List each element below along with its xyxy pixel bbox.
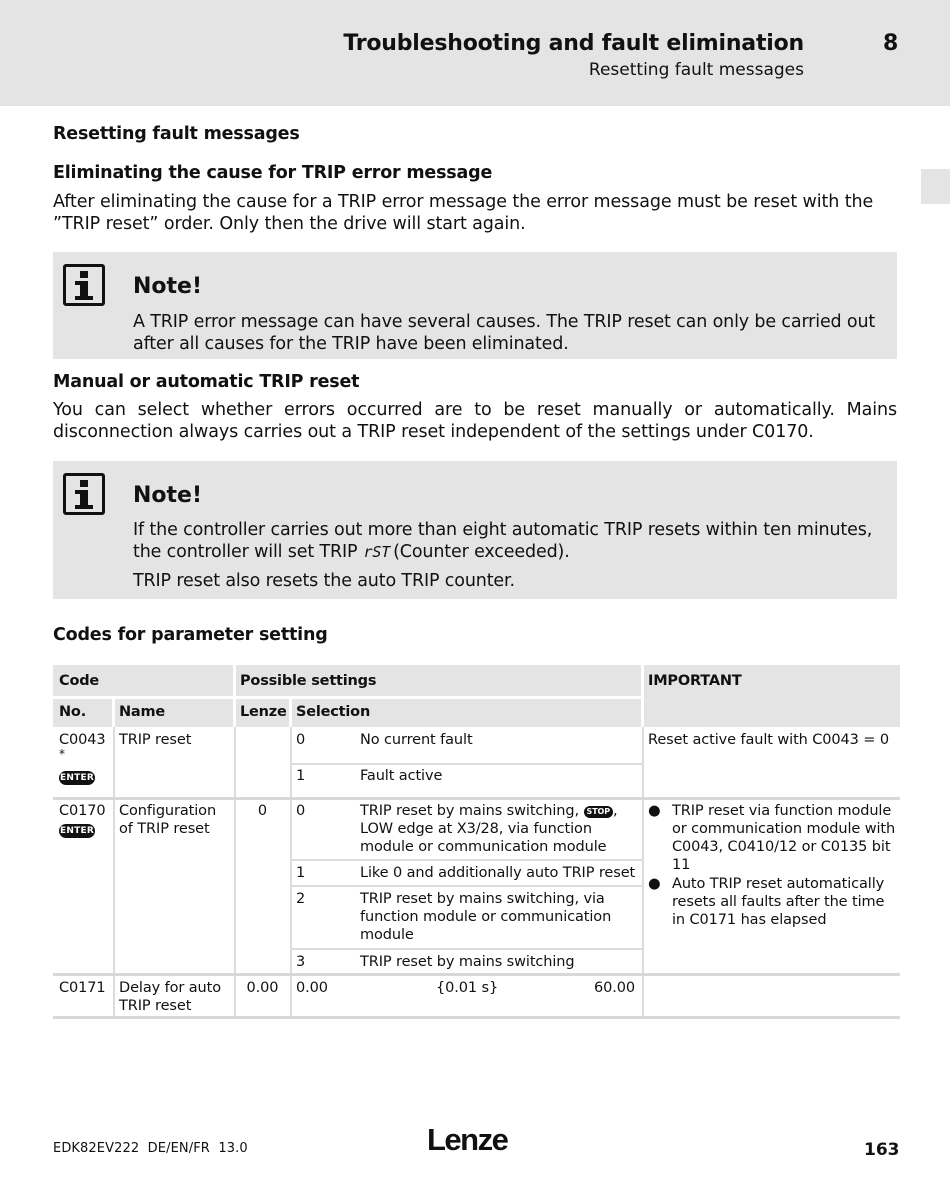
selection-text-part: TRIP reset by mains switching, (360, 803, 580, 819)
stop-key-icon: STOP (584, 806, 613, 818)
note-title: Note! (133, 274, 202, 299)
range-min: 0.00 (296, 980, 328, 996)
note-box-1 (53, 252, 897, 359)
bullet-icon: ● (648, 876, 661, 892)
range-max: 60.00 (593, 980, 635, 996)
divider (292, 859, 642, 861)
selection-value: 0 (296, 732, 306, 748)
selection-value: 1 (296, 865, 306, 881)
col-name-label: Name (119, 704, 166, 720)
selection-text-part: LOW edge at X3/28, via function module or communication module (360, 821, 607, 855)
note-text: A TRIP error message can have several causes. The TRIP reset can only be carried out after all causes for the TRIP have been eliminated. (133, 312, 876, 354)
selection-text: Like 0 and additionally auto TRIP reset (360, 865, 636, 881)
selection-text: TRIP reset by mains switching (360, 954, 575, 970)
note-text-1 (133, 519, 883, 563)
row-divider (53, 797, 900, 800)
note-text-part: (Counter exceeded). (393, 542, 570, 562)
col-possible-label: Possible settings (240, 673, 377, 689)
page-header (0, 0, 950, 106)
important-bullet (648, 875, 896, 929)
selection-value: 3 (296, 954, 306, 970)
bullet-icon: ● (648, 803, 661, 819)
code-star: * (59, 747, 65, 761)
important-text: Reset active fault with C0043 = 0 (648, 732, 889, 748)
col-important-label: IMPORTANT (648, 673, 742, 689)
parameter-table (53, 665, 900, 1020)
rst-code: rST (363, 543, 391, 561)
eliminate-text: After eliminating the cause for a TRIP error message the error message must be reset with the ”TRIP reset” order. Only then the drive will start again. (53, 192, 874, 234)
bullet-text: Auto TRIP reset automatically resets all faults after the time in C0171 has elapsed (672, 876, 885, 928)
selection-text: No current fault (360, 732, 473, 748)
code-name: Configuration of TRIP reset (119, 803, 217, 837)
section-title: Resetting fault messages (53, 124, 300, 144)
section-subtitle: Resetting fault messages (588, 60, 804, 80)
code-name: Delay for auto TRIP reset (119, 980, 221, 1014)
info-icon (63, 473, 105, 515)
codes-heading: Codes for parameter setting (53, 625, 328, 645)
selection-text: Fault active (360, 768, 443, 784)
divider (292, 885, 642, 887)
chapter-side-tab (921, 169, 950, 204)
code-no: C0170 (59, 803, 106, 819)
important-bullet (648, 802, 896, 874)
eliminate-heading: Eliminating the cause for TRIP error message (53, 163, 493, 183)
selection-text: TRIP reset by mains switching, STOP , LOW edge at X3/28, via function module or communication module (360, 803, 618, 855)
code-no: C0171 (59, 980, 106, 996)
col-lenze-label: Lenze (240, 704, 287, 720)
lenze-default: 0.00 (246, 980, 279, 996)
range-step: {0.01 s} (436, 980, 499, 996)
page-number: 163 (864, 1140, 900, 1160)
col-selection-label: Selection (296, 704, 371, 720)
note-title: Note! (133, 483, 202, 508)
selection-value: 2 (296, 891, 306, 907)
lenze-logo: Lenze (427, 1122, 508, 1157)
bullet-text: TRIP reset via function module or communication module with C0043, C0410/12 or C0135 bit 11 (672, 803, 896, 873)
info-icon (63, 264, 105, 306)
code-name: TRIP reset (119, 732, 192, 748)
divider (292, 948, 642, 950)
code-no: C0043 (59, 732, 106, 748)
col-code-label: Code (59, 673, 100, 689)
col-no-label: No. (59, 704, 87, 720)
enter-key-icon: ENTER (60, 773, 94, 783)
manual-reset-text: You can select whether errors occurred are to be reset manually or automatically. Mains disconnection always carries out a TRIP reset independent of the settings under C0170. (53, 400, 897, 442)
enter-key-icon: ENTER (60, 826, 94, 836)
row-divider (53, 973, 900, 976)
note-box-2 (53, 461, 897, 599)
note-text-part: If the controller carries out more than eight automatic TRIP resets within ten minutes, the controller will set TRIP (133, 520, 873, 562)
document-id: EDK82EV222 DE/EN/FR 13.0 (53, 1141, 248, 1156)
lenze-default: 0 (257, 803, 268, 819)
table-bottom-border (53, 1016, 900, 1019)
selection-text: TRIP reset by mains switching, via function module or communication module (360, 891, 612, 943)
manual-reset-heading: Manual or automatic TRIP reset (53, 372, 360, 392)
selection-value: 1 (296, 768, 306, 784)
divider (292, 763, 642, 765)
chapter-title: Troubleshooting and fault elimination (343, 31, 804, 56)
selection-value: 0 (296, 803, 306, 819)
note-text-2: TRIP reset also resets the auto TRIP counter. (133, 571, 515, 591)
chapter-number: 8 (883, 31, 899, 56)
